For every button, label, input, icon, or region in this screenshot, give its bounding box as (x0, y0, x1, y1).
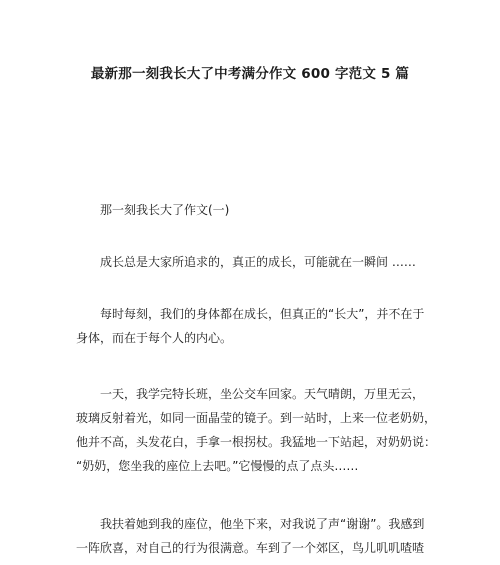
paragraph-line: 那一刻我长大了作文(一) (100, 203, 230, 217)
paragraph-line: “奶奶，您坐我的座位上去吧。”它慢慢的点了点头…… (76, 459, 359, 473)
paragraph-line: 成长总是大家所追求的，真正的成长，可能就在一瞬间 …… (100, 255, 416, 269)
paragraph (76, 512, 426, 560)
paragraph (76, 382, 437, 478)
paragraph-line: 他并不高，头发花白，手拿一根拐杖。我猛地一下站起，对奶奶说： (76, 435, 437, 449)
paragraph-line: 玻璃反射着光，如同一面晶莹的镜子。到一站时，上来一位老奶奶， (76, 411, 437, 425)
paragraph-line: 每时每刻，我们的身体都在成长，但真正的“长大”，并不在于 (100, 307, 425, 321)
paragraph (76, 250, 426, 274)
paragraph-heading (76, 198, 426, 222)
paragraph-line: 我扶着她到我的座位，他坐下来，对我说了声“谢谢”。我感到 (100, 517, 425, 531)
paragraph-line: 身体，而在于每个人的内心。 (76, 331, 233, 345)
paragraph-line: 一阵欣喜，对自己的行为很满意。车到了一个郊区，鸟儿叽叽喳喳 (76, 541, 425, 555)
paragraph (76, 302, 426, 350)
paragraph-line: 一天，我学完特长班，坐公交车回家。天气晴朗，万里无云， (100, 387, 425, 401)
document-title: 最新那一刻我长大了中考满分作文 600 字范文 5 篇 (90, 66, 410, 82)
